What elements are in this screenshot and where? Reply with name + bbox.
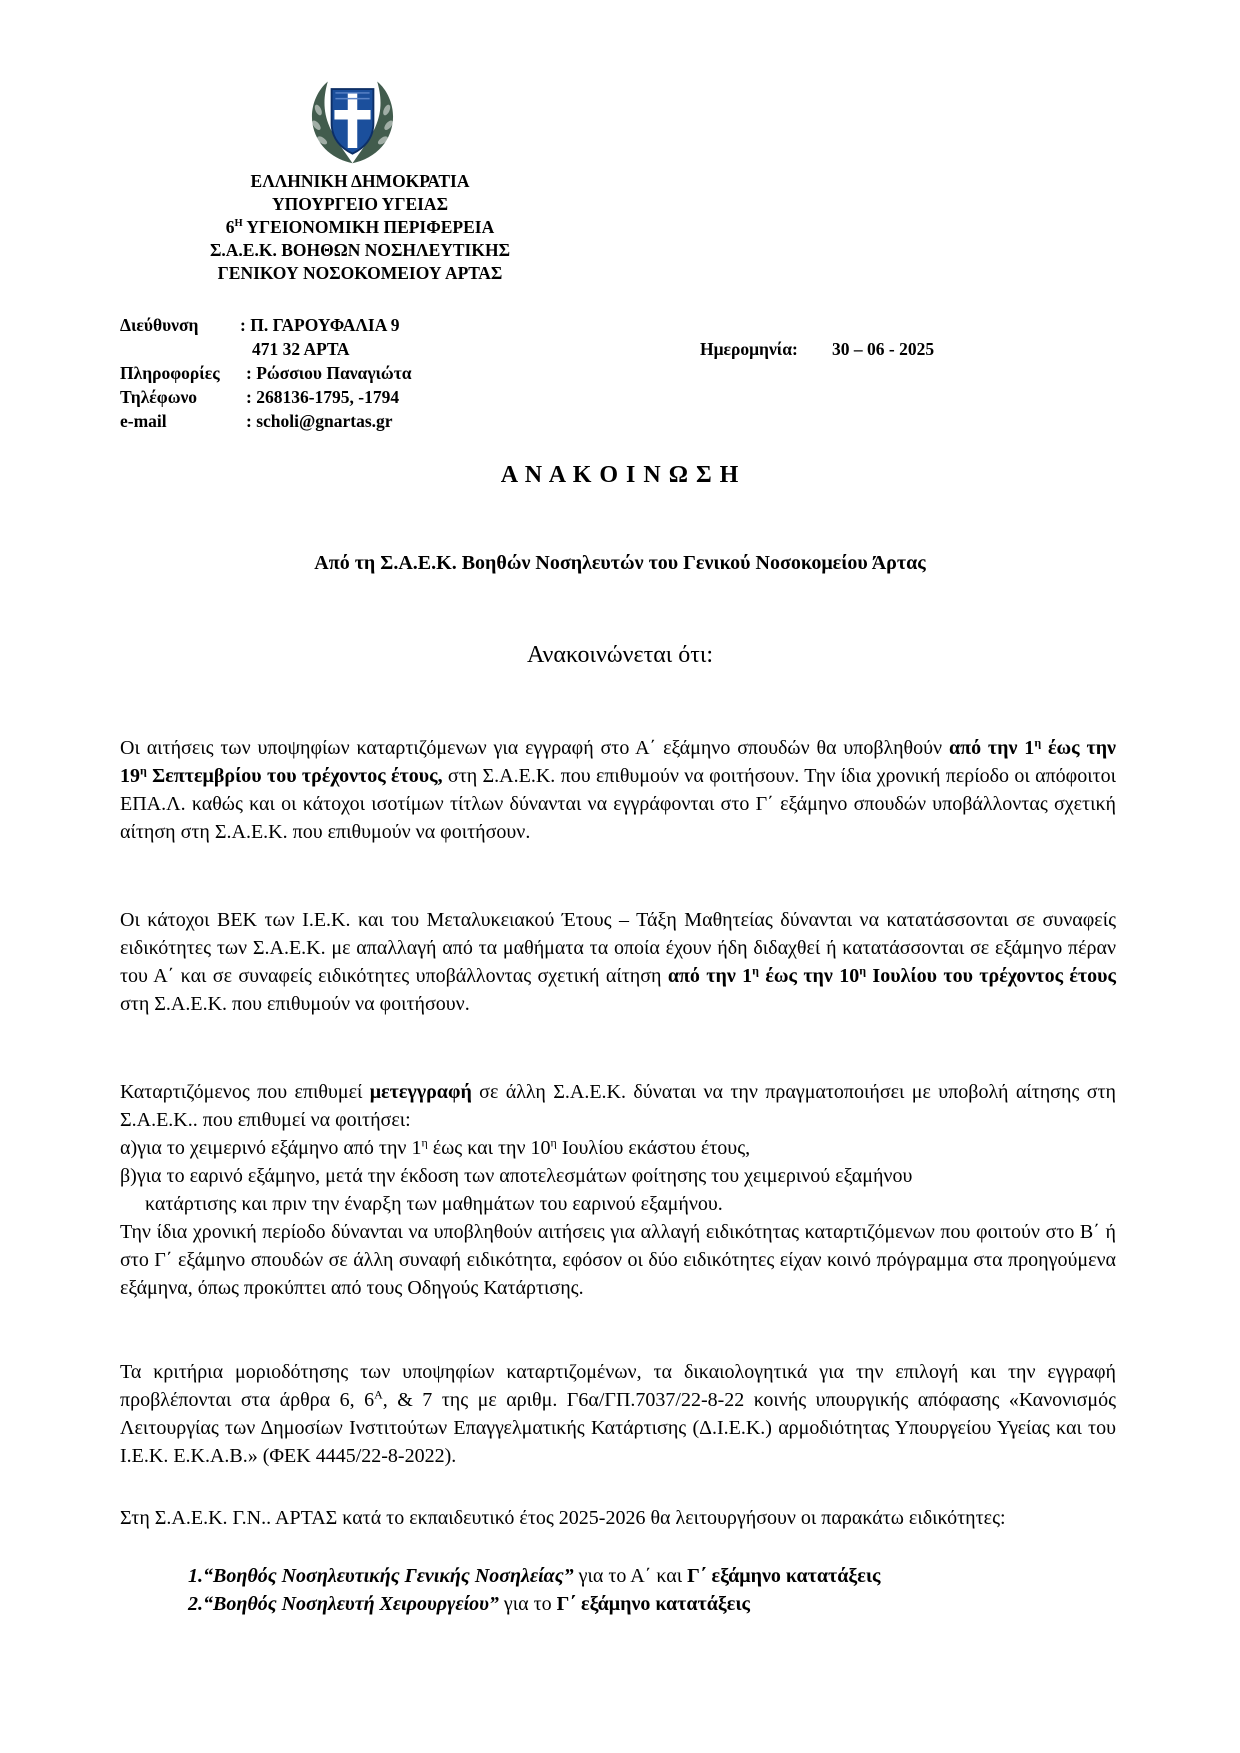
postcode-value: 471 32 ΑΡΤΑ [252,339,350,359]
paragraph-bek-holders: Οι κάτοχοι ΒΕΚ των Ι.Ε.Κ. και του Μεταλυκειακού Έτους – Τάξη Μαθητείας δύνανται να κατατάσσονται σε συναφείς ειδικότητες των Σ.Α.Ε.Κ. με απαλλαγή από τα μαθήματα τα οποία έχουν ήδη διδαχθεί ή κατατάσσονται σε εξάμηνο πέραν του Α΄ και σε συναφείς ειδικότητες υποβάλλοντας σχετική αίτηση από την $1^\eta$ έως την $10^\eta$ Ιουλίου του τρέχοντος έτους στη Σ.Α.Ε.Κ. που επιθυμούν να φοιτήσουν. [120,909,1116,1015]
email-label: e-mail [120,411,167,431]
date-value: 30 – 06 - 2025 [832,339,935,359]
specialty-item: 1.“Βοηθός Νοσηλευτικής Γενικής Νοσηλείας” για το Α΄ και Γ΄ εξάμηνο κατατάξεις [188,1565,881,1587]
paragraph-specialties-intro: Στη Σ.Α.Ε.Κ. Γ.Ν.. ΑΡΤΑΣ κατά το εκπαιδευτικό έτος 2025-2026 θα λειτουργήσουν οι παρακάτω ειδικότητες: [120,1507,1006,1529]
info-value: : Ρώσσιου Παναγιώτα [246,363,412,383]
header-ministry: ΥΠΟΥΡΓΕΙΟ ΥΓΕΙΑΣ [271,194,449,214]
address-label: Διεύθυνση [120,315,199,335]
phone-value: : 268136-1795, -1794 [246,387,400,407]
greek-coat-of-arms-icon [305,72,400,167]
document-title: Α Ν Α Κ Ο Ι Ν Ω Σ Η [500,462,740,488]
header-health-region: $6^H$ ΥΓΕΙΟΝΟΜΙΚΗ ΠΕΡΙΦΕΡΕΙΑ [225,217,495,237]
paragraph-transfer: Καταρτιζόμενος που επιθυμεί μετεγγραφή σε άλλη Σ.Α.Ε.Κ. δύναται να την πραγματοποιήσει με υποβολή αίτησης στη Σ.Α.Ε.Κ.. που επιθυμεί να φοιτήσει: α)για το χειμερινό εξάμηνο από την $1^\eta$ έως και την $10^\eta$ Ιουλίου εκάστου έτους, β)για το εαρινό εξάμηνο, μετά την έκδοση των αποτελεσμάτων φοίτησης του χειμερινού εξαμήνου κατάρτισης και πριν την έναρξη των μαθημάτων του εαρινού εξαμήνου. Την ίδια χρονική περίοδο δύνανται να υποβληθούν αιτήσεις για αλλαγή ειδικότητας καταρτιζόμενων που φοιτούν στο Β΄ ή στο Γ΄ εξάμηνο σπουδών σε άλλη συναφή ειδικότητα, εφόσον οι δύο ειδικότητες είχαν κοινό πρόγραμμα στα προηγούμενα εξάμηνα, όπως προκύπτει από τους Οδηγούς Κατάρτισης. [120,1081,1116,1299]
address-value: : Π. ΓΑΡΟΥΦΑΛΙΑ 9 [240,315,400,335]
announcement-heading: Ανακοινώνεται ότι: [526,642,714,668]
email-value: : scholi@gnartas.gr [246,411,393,431]
header-school: Σ.Α.Ε.Κ. ΒΟΗΘΩΝ ΝΟΣΗΛΕΥΤΙΚΗΣ [209,240,511,260]
specialty-item: 2.“Βοηθός Νοσηλευτή Χειρουργείου” για το Γ΄ εξάμηνο κατατάξεις [188,1593,750,1615]
phone-label: Τηλέφωνο [120,387,198,407]
document-subtitle: Από τη Σ.Α.Ε.Κ. Βοηθών Νοσηλευτών του Γενικού Νοσοκομείου Άρτας [314,552,926,574]
paragraph-registration: Οι αιτήσεις των υποψηφίων καταρτιζόμενων για εγγραφή στο Α΄ εξάμηνο σπουδών θα υποβληθούν από την $1^\eta$ έως την $19^\eta$ Σεπτεμβρίου του τρέχοντος έτους, στη Σ.Α.Ε.Κ. που επιθυμούν να φοιτήσουν. Την ίδια χρονική περίοδο οι απόφοιτοι ΕΠΑ.Λ. καθώς και οι κάτοχοι ισοτίμων τίτλων δύνανται να εγγράφονται στο Γ΄ εξάμηνο σπουδών υποβάλλοντας σχετική αίτηση στη Σ.Α.Ε.Κ. που επιθυμούν να φοιτήσουν. [120,735,1116,843]
header-hospital: ΓΕΝΙΚΟΥ ΝΟΣΟΚΟΜΕΙΟΥ ΑΡΤΑΣ [217,263,503,283]
paragraph-criteria: Τα κριτήρια μοριοδότησης των υποψηφίων καταρτιζομένων, τα δικαιολογητικά για την επιλογή και την εγγραφή προβλέπονται στα άρθρα 6, $6^A$, & 7 της με αριθμ. Γ6α/ΓΠ.7037/22-8-22 κοινής υπουργικής απόφασης «Κανονισμός Λειτουργίας των Δημοσίων Ινστιτούτων Επαγγελματικής Κατάρτισης (Δ.Ι.Ε.Κ.) αρμοδιότητας Υπουργείου Υγείας και του Ι.Ε.Κ. Ε.Κ.Α.Β.» (ΦΕΚ 4445/22-8-2022). [120,1361,1117,1467]
header-country: ΕΛΛΗΝΙΚΗ ΔΗΜΟΚΡΑΤΙΑ [250,171,470,191]
info-label: Πληροφορίες [120,363,220,383]
date-label: Ημερομηνία: [700,339,798,359]
